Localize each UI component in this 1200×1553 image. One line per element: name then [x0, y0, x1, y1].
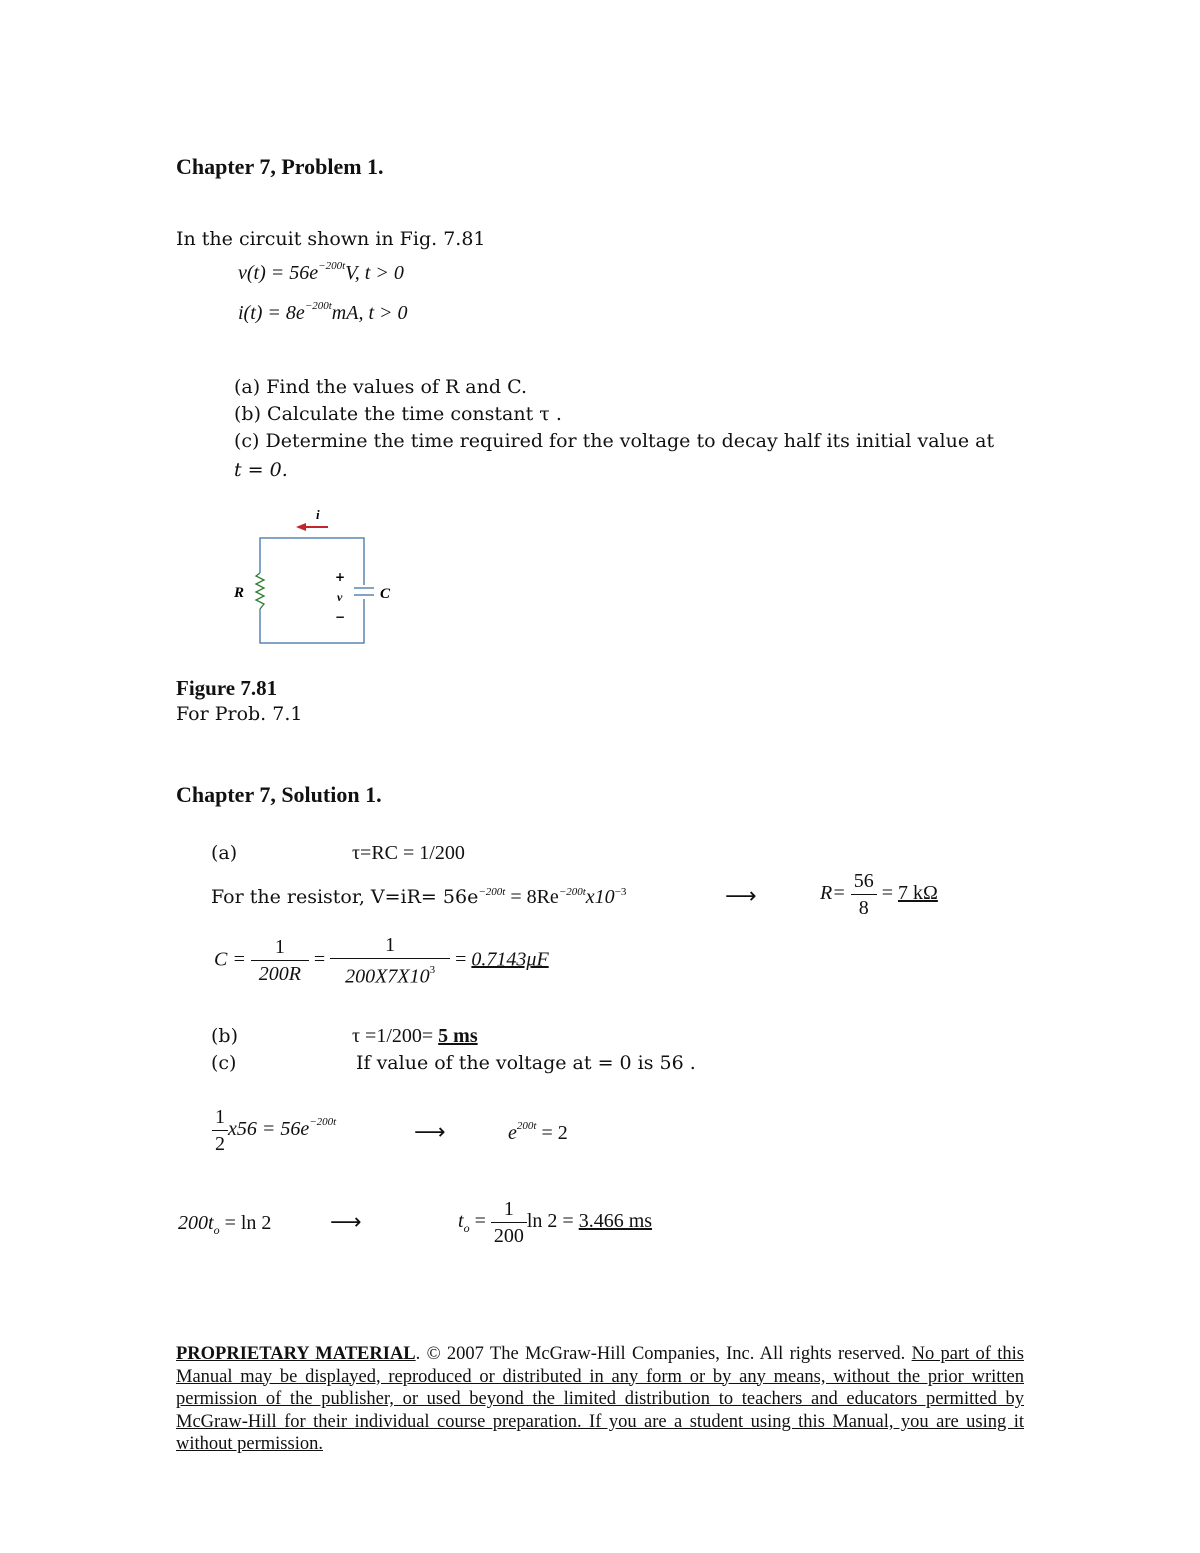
half-numerator: 1 — [212, 1104, 228, 1131]
log-lhs: 200t — [178, 1212, 214, 1234]
capacitance-fraction-1 — [251, 934, 309, 987]
capacitance-denominator-1: 200R — [258, 963, 301, 986]
exponential-equation — [508, 1122, 568, 1145]
resistor-label: R — [234, 585, 245, 601]
current-lhs: i(t) = 8e — [238, 302, 305, 324]
implies-arrow-3: ⟶ — [330, 1210, 362, 1235]
part-c-question-line1: (c) Determine the time required for the voltage to decay half its initial value at — [234, 430, 995, 452]
log-equation — [178, 1212, 271, 1238]
part-a-label: (a) — [211, 842, 238, 864]
decay-time-equals: = — [469, 1210, 486, 1233]
resistor-equation — [211, 886, 626, 909]
current-rhs: mA, t > 0 — [331, 302, 408, 324]
usage-restriction-text: No part of this Manual may be displayed, reproduced or distributed in any form or by any means, without the prior written permission of the publisher, or used beyond the limited distribution to teachers and educators permitted by McGraw-Hill for their individual course preparation. If you are a student using this Manual, you are using it without permission. — [176, 1344, 1024, 1455]
implies-arrow-1: ⟶ — [725, 884, 757, 909]
voltage-label: v — [337, 590, 343, 604]
exponential-rhs: = 2 — [536, 1122, 568, 1144]
capacitance-numerator-2: 1 — [330, 932, 450, 959]
time-constant-equation: τ=RC = 1/200 — [352, 842, 465, 864]
part-c-statement: If value of the voltage at = 0 is 56 . — [356, 1052, 696, 1074]
resistance-numerator: 56 — [851, 868, 877, 895]
part-c-question-line2: t = 0. — [234, 459, 288, 481]
log-subscript: o — [213, 1223, 220, 1237]
resistor-equation-end: x10 — [585, 886, 615, 908]
copyright-text: . © 2007 The McGraw-Hill Companies, Inc. All rights reserved. — [415, 1344, 912, 1364]
half-equation-text: x56 = 56e — [228, 1118, 310, 1141]
capacitor-label: C — [380, 586, 391, 602]
voltage-rhs: V, t > 0 — [345, 262, 404, 284]
half-equation-exp: −200t — [309, 1116, 337, 1129]
resistance-equals: = — [881, 882, 893, 905]
capacitance-denominator-2 — [330, 959, 450, 990]
part-b-equation: τ =1/200= — [352, 1025, 439, 1047]
figure-caption-title: Figure 7.81 — [176, 676, 278, 700]
voltage-equation — [238, 262, 404, 285]
part-b-answer — [352, 1025, 478, 1048]
capacitance-denominator-2-exp: 3 — [429, 964, 436, 976]
resistor-exp-3: −3 — [614, 885, 627, 898]
voltage-plus-label: + — [335, 570, 346, 584]
part-b-result: 5 ms — [438, 1025, 478, 1047]
voltage-exponent: −200t — [318, 260, 346, 273]
current-arrow-icon — [296, 523, 306, 531]
proprietary-label: PROPRIETARY MATERIAL — [176, 1344, 416, 1364]
copyright-notice — [176, 1343, 1024, 1456]
resistor-equation-mid: = 8Re — [505, 886, 559, 908]
decay-time-lhs: t — [458, 1210, 464, 1233]
decay-time-denominator: 200 — [493, 1225, 524, 1247]
half-denominator: 2 — [215, 1133, 225, 1155]
current-equation — [238, 302, 408, 325]
decay-time-numerator: 1 — [491, 1196, 527, 1223]
resistance-lhs: R= — [820, 882, 846, 905]
problem-intro: In the circuit shown in Fig. 7.81 — [176, 228, 486, 250]
current-label: i — [316, 507, 320, 522]
rc-circuit-diagram — [220, 505, 410, 655]
half-fraction — [212, 1104, 228, 1157]
resistance-value: 7 kΩ — [898, 882, 938, 905]
resistance-result — [820, 868, 938, 921]
current-exponent: −200t — [304, 300, 332, 313]
capacitor-gap — [358, 585, 370, 599]
capacitance-lhs: C = — [214, 948, 246, 971]
capacitance-equals-1: = — [313, 948, 326, 971]
part-b-question: (b) Calculate the time constant τ . — [234, 403, 562, 425]
resistor-exp-1: −200t — [478, 885, 506, 898]
resistance-denominator: 8 — [858, 897, 869, 919]
resistance-fraction — [851, 868, 877, 921]
circuit-wires — [260, 538, 364, 643]
capacitance-numerator-1: 1 — [251, 934, 309, 961]
capacitance-equals-2: = — [455, 948, 467, 971]
log-rhs: = ln 2 — [219, 1212, 272, 1234]
part-c-label: (c) — [211, 1052, 237, 1074]
implies-arrow-2: ⟶ — [414, 1120, 446, 1145]
resistor-equation-text: For the resistor, V=iR= 56e — [211, 886, 479, 908]
exponential-exp: 200t — [516, 1120, 537, 1133]
decay-time-equation — [458, 1196, 652, 1249]
voltage-lhs: v(t) = 56e — [238, 262, 319, 284]
part-b-label: (b) — [211, 1025, 238, 1047]
part-a-question: (a) Find the values of R and C. — [234, 376, 527, 398]
decay-time-fraction — [491, 1196, 527, 1249]
problem-heading: Chapter 7, Problem 1. — [176, 154, 384, 179]
figure-caption-subtitle: For Prob. 7.1 — [176, 703, 303, 725]
decay-time-subscript: o — [463, 1221, 470, 1236]
capacitance-fraction-2 — [330, 932, 450, 990]
decay-time-result: 3.466 ms — [578, 1210, 653, 1233]
exponential-base: e — [508, 1122, 517, 1144]
capacitance-equation — [214, 932, 549, 990]
voltage-minus-label: − — [335, 610, 346, 624]
decay-time-rhs: ln 2 = — [526, 1210, 579, 1233]
solution-heading: Chapter 7, Solution 1. — [176, 782, 382, 807]
half-value-equation — [212, 1104, 336, 1157]
capacitance-value: 0.7143μF — [471, 948, 549, 971]
resistor-exp-2: −200t — [558, 885, 586, 898]
capacitance-denominator-2-text: 200X7X10 — [345, 965, 430, 988]
